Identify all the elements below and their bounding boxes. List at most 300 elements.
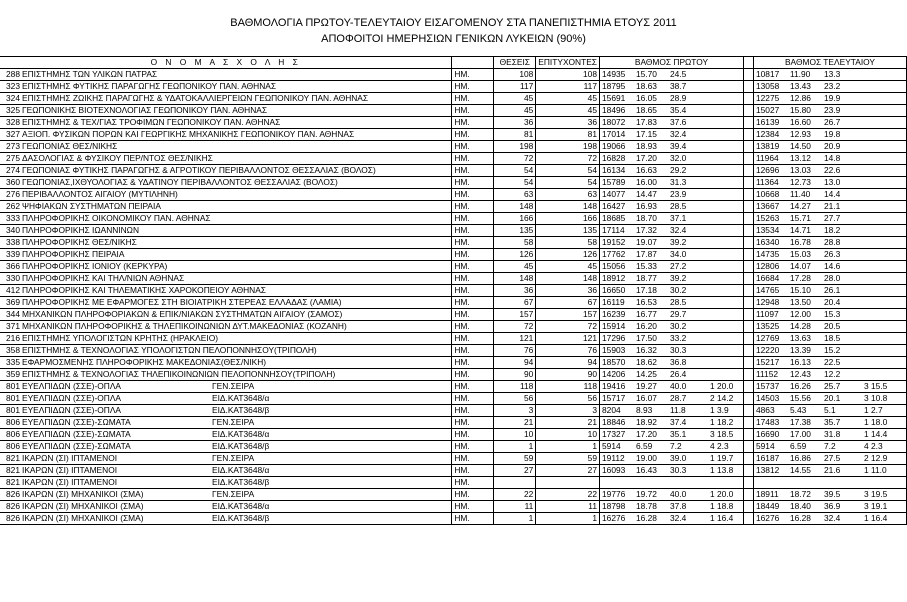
table-row bbox=[0, 237, 907, 249]
last-points: 12275 bbox=[755, 93, 780, 103]
seats-cell: 56 bbox=[494, 393, 536, 405]
school-name: ΕΠΙΣΤΗΜΗΣ ΤΩΝ ΥΛΙΚΩΝ ΠΑΤΡΑΣ bbox=[22, 69, 158, 79]
last-extra: 1 2.7 bbox=[863, 405, 883, 415]
first-grade: 16.07 bbox=[636, 393, 657, 403]
admission-category: ΕΙΔ.ΚΑΤ3648/β bbox=[212, 405, 270, 415]
header-seats: ΘΕΣΕΙΣ bbox=[494, 57, 536, 69]
last-score-cell bbox=[753, 489, 906, 501]
first-points: 18798 bbox=[602, 501, 626, 511]
first-grade: 16.77 bbox=[636, 309, 657, 319]
last-score-cell bbox=[753, 309, 906, 321]
first-weighted: 37.4 bbox=[670, 417, 687, 427]
last-grade: 12.86 bbox=[789, 93, 811, 103]
seats-cell: 11 bbox=[494, 501, 536, 513]
last-weighted: 5.1 bbox=[823, 405, 836, 415]
first-grade: 16.05 bbox=[636, 93, 657, 103]
results-table bbox=[0, 56, 907, 525]
program-type: ΗΜ. bbox=[452, 465, 494, 477]
last-grade: 18.72 bbox=[789, 489, 811, 499]
last-score-cell bbox=[753, 93, 906, 105]
first-score-cell bbox=[600, 69, 744, 81]
first-points: 19416 bbox=[602, 381, 626, 391]
school-cell bbox=[0, 105, 452, 117]
school-cell bbox=[0, 285, 452, 297]
seats-cell: 72 bbox=[494, 153, 536, 165]
first-score-cell bbox=[600, 153, 744, 165]
first-extra: 1 18.8 bbox=[710, 501, 734, 511]
last-grade: 15.10 bbox=[789, 285, 811, 295]
last-grade: 5.43 bbox=[789, 405, 807, 415]
last-score-cell bbox=[753, 249, 906, 261]
last-score-cell bbox=[753, 441, 906, 453]
last-grade: 14.28 bbox=[789, 321, 811, 331]
school-code: 826 bbox=[6, 513, 20, 523]
school-cell bbox=[0, 165, 452, 177]
first-grade: 16.32 bbox=[636, 345, 657, 355]
header-blank bbox=[452, 57, 494, 69]
school-name: ΙΚΑΡΩΝ (ΣΙ) ΜΗΧΑΝΙΚΟΙ (ΣΜΑ) bbox=[22, 501, 144, 511]
school-code: 335 bbox=[6, 357, 20, 367]
first-points: 15717 bbox=[602, 393, 626, 403]
school-name: ΕΠΙΣΤΗΜΗΣ & ΤΕΧ/ΓΙΑΣ ΤΡΟΦΙΜΩΝ ΓΕΩΠΟΝΙΚΟΥ ΠΑΝ. ΑΘΗΝΑΣ bbox=[22, 117, 281, 127]
first-score-cell bbox=[600, 417, 744, 429]
first-weighted: 39.2 bbox=[670, 273, 687, 283]
first-weighted: 29.7 bbox=[670, 309, 687, 319]
last-score-cell bbox=[753, 501, 906, 513]
school-name: ΙΚΑΡΩΝ (ΣΙ) ΙΠΤΑΜΕΝΟΙ bbox=[22, 465, 118, 475]
last-points: 13812 bbox=[755, 465, 780, 475]
program-type: ΗΜ. bbox=[452, 273, 494, 285]
seats-cell: 45 bbox=[494, 105, 536, 117]
last-grade: 11.90 bbox=[789, 69, 811, 79]
last-weighted: 18.5 bbox=[823, 333, 841, 343]
admitted-cell: 45 bbox=[536, 105, 600, 117]
gap-cell bbox=[743, 513, 753, 525]
first-points: 16650 bbox=[602, 285, 626, 295]
school-code: 358 bbox=[6, 345, 20, 355]
school-code: 323 bbox=[6, 81, 20, 91]
table-row bbox=[0, 273, 907, 285]
seats-cell: 94 bbox=[494, 357, 536, 369]
admitted-cell: 21 bbox=[536, 417, 600, 429]
gap-cell bbox=[743, 453, 753, 465]
table-row bbox=[0, 417, 907, 429]
first-points: 19112 bbox=[602, 453, 625, 463]
last-grade: 17.00 bbox=[789, 429, 811, 439]
first-grade: 16.43 bbox=[636, 465, 657, 475]
program-type: ΗΜ. bbox=[452, 489, 494, 501]
school-code: 325 bbox=[6, 105, 20, 115]
first-grade: 18.93 bbox=[636, 141, 657, 151]
program-type: ΗΜ. bbox=[452, 309, 494, 321]
gap-cell bbox=[743, 249, 753, 261]
header-school: Ο Ν Ο Μ Α Σ Χ Ο Λ Η Σ bbox=[0, 57, 452, 69]
first-extra: 1 18.2 bbox=[710, 417, 734, 427]
last-score-cell bbox=[753, 69, 906, 81]
school-name: ΕΠΙΣΤΗΜΗΣ ΖΩΙΚΗΣ ΠΑΡΑΓΩΓΗΣ & ΥΔΑΤΟΚΑΛΛΙΕΡΓΕΙΩΝ ΓΕΩΠΟΝΙΚΟΥ ΠΑΝ. ΑΘΗΝΑΣ bbox=[22, 93, 369, 103]
first-points: 18685 bbox=[602, 213, 626, 223]
program-type: ΗΜ. bbox=[452, 297, 494, 309]
program-type: ΗΜ. bbox=[452, 249, 494, 261]
last-weighted: 22.5 bbox=[823, 357, 841, 367]
table-row bbox=[0, 69, 907, 81]
last-points: 18449 bbox=[755, 501, 780, 511]
gap-cell bbox=[743, 417, 753, 429]
school-code: 344 bbox=[6, 309, 20, 319]
last-grade: 14.07 bbox=[789, 261, 811, 271]
first-points: 16239 bbox=[602, 309, 626, 319]
admitted-cell: 157 bbox=[536, 309, 600, 321]
first-points: 17296 bbox=[602, 333, 626, 343]
last-points: 13667 bbox=[755, 201, 780, 211]
last-grade: 13.12 bbox=[789, 153, 811, 163]
seats-cell: 21 bbox=[494, 417, 536, 429]
last-grade: 11.40 bbox=[789, 189, 811, 199]
last-weighted: 21.6 bbox=[823, 465, 841, 475]
seats-cell: 148 bbox=[494, 201, 536, 213]
school-name: ΕΥΕΛΠΙΔΩΝ (ΣΣΕ)-ΣΩΜΑΤΑ bbox=[22, 441, 131, 451]
program-type: ΗΜ. bbox=[452, 333, 494, 345]
first-score-cell bbox=[600, 441, 744, 453]
first-points: 18912 bbox=[602, 273, 626, 283]
admitted-cell: 166 bbox=[536, 213, 600, 225]
program-type: ΗΜ. bbox=[452, 81, 494, 93]
table-row bbox=[0, 357, 907, 369]
first-weighted: 32.4 bbox=[670, 129, 687, 139]
gap-cell bbox=[743, 261, 753, 273]
last-points: 14765 bbox=[755, 285, 780, 295]
school-code: 801 bbox=[6, 393, 20, 403]
admitted-cell: 90 bbox=[536, 369, 600, 381]
program-type: ΗΜ. bbox=[452, 225, 494, 237]
last-grade: 14.55 bbox=[789, 465, 811, 475]
first-grade: 19.00 bbox=[636, 453, 657, 463]
first-points: 14206 bbox=[602, 369, 626, 379]
school-cell bbox=[0, 393, 452, 405]
last-weighted: 20.5 bbox=[823, 321, 841, 331]
admitted-cell: 198 bbox=[536, 141, 600, 153]
program-type: ΗΜ. bbox=[452, 321, 494, 333]
gap-cell bbox=[743, 213, 753, 225]
last-score-cell bbox=[753, 333, 906, 345]
first-score-cell bbox=[600, 177, 744, 189]
admitted-cell: 11 bbox=[536, 501, 600, 513]
last-weighted: 36.9 bbox=[823, 501, 841, 511]
table-row bbox=[0, 429, 907, 441]
last-points: 11097 bbox=[755, 309, 779, 319]
first-extra: 3 18.5 bbox=[710, 429, 734, 439]
table-row bbox=[0, 93, 907, 105]
first-weighted: 35.1 bbox=[670, 429, 687, 439]
last-grade: 13.50 bbox=[789, 297, 811, 307]
seats-cell: 36 bbox=[494, 117, 536, 129]
school-cell bbox=[0, 345, 452, 357]
last-weighted: 26.3 bbox=[823, 249, 841, 259]
last-score-cell bbox=[753, 225, 906, 237]
first-grade: 17.18 bbox=[636, 285, 657, 295]
gap-cell bbox=[743, 393, 753, 405]
admitted-cell: 148 bbox=[536, 201, 600, 213]
first-weighted: 28.7 bbox=[670, 393, 687, 403]
first-score-cell bbox=[600, 513, 744, 525]
last-points: 17483 bbox=[755, 417, 780, 427]
school-cell bbox=[0, 453, 452, 465]
gap-cell bbox=[743, 333, 753, 345]
first-grade: 17.50 bbox=[636, 333, 657, 343]
seats-cell: 81 bbox=[494, 129, 536, 141]
last-score-cell bbox=[753, 453, 906, 465]
program-type: ΗΜ. bbox=[452, 129, 494, 141]
admission-category: ΕΙΔ.ΚΑΤ3648/β bbox=[212, 513, 270, 523]
last-grade: 13.63 bbox=[789, 333, 811, 343]
first-weighted: 28.9 bbox=[670, 93, 687, 103]
admission-category: ΓΕΝ.ΣΕΙΡΑ bbox=[212, 381, 255, 391]
school-name: ΕΠΙΣΤΗΜΗΣ & ΤΕΧΝΟΛΟΓΙΑΣ ΤΗΛΕΠΙΚΟΙΝΩΝΙΩΝ ΠΕΛΟΠΟΝΝΗΣΟΥ(ΤΡΙΠΟΛΗ) bbox=[22, 369, 336, 379]
gap-cell bbox=[743, 177, 753, 189]
school-name: ΠΛΗΡΟΦΟΡΙΚΗΣ ΟΙΚΟΝΟΜΙΚΟΥ ΠΑΝ. ΑΘΗΝΑΣ bbox=[22, 213, 211, 223]
program-type: ΗΜ. bbox=[452, 501, 494, 513]
last-points: 15737 bbox=[755, 381, 780, 391]
first-weighted: 40.0 bbox=[670, 381, 687, 391]
last-score-cell bbox=[753, 141, 906, 153]
table-row bbox=[0, 189, 907, 201]
first-grade: 8.93 bbox=[636, 405, 653, 415]
school-name: ΙΚΑΡΩΝ (ΣΙ) ΙΠΤΑΜΕΝΟΙ bbox=[22, 477, 118, 487]
school-code: 274 bbox=[6, 165, 20, 175]
first-points: 18072 bbox=[602, 117, 626, 127]
first-points: 8204 bbox=[602, 405, 621, 415]
first-points: 19152 bbox=[602, 237, 626, 247]
last-points: 11964 bbox=[755, 153, 779, 163]
last-points: 13525 bbox=[755, 321, 780, 331]
school-name: ΕΠΙΣΤΗΜΗΣ ΦΥΤΙΚΗΣ ΠΑΡΑΓΩΓΗΣ ΓΕΩΠΟΝΙΚΟΥ ΠΑΝ. ΑΘΗΝΑΣ bbox=[22, 81, 277, 91]
last-extra: 1 18.0 bbox=[863, 417, 888, 427]
last-weighted: 27.7 bbox=[823, 213, 841, 223]
school-cell bbox=[0, 429, 452, 441]
first-score-cell bbox=[600, 381, 744, 393]
first-score-cell bbox=[600, 453, 744, 465]
first-points: 15789 bbox=[602, 177, 626, 187]
admitted-cell: 72 bbox=[536, 153, 600, 165]
last-grade: 15.03 bbox=[789, 249, 811, 259]
last-weighted: 32.4 bbox=[823, 513, 841, 523]
admitted-cell bbox=[536, 477, 600, 489]
seats-cell: 108 bbox=[494, 69, 536, 81]
table-row bbox=[0, 141, 907, 153]
seats-cell: 121 bbox=[494, 333, 536, 345]
last-points: 16276 bbox=[755, 513, 780, 523]
header-first: ΒΑΘΜΟΣ ΠΡΩΤΟΥ bbox=[600, 57, 744, 69]
table-row bbox=[0, 393, 907, 405]
first-score-cell bbox=[600, 477, 744, 489]
first-score-cell bbox=[600, 405, 744, 417]
first-extra: 1 16.4 bbox=[710, 513, 734, 523]
last-weighted: 23.9 bbox=[823, 105, 841, 115]
school-cell bbox=[0, 225, 452, 237]
first-grade: 18.77 bbox=[636, 273, 657, 283]
first-score-cell bbox=[600, 129, 744, 141]
seats-cell: 76 bbox=[494, 345, 536, 357]
school-name: ΠΛΗΡΟΦΟΡΙΚΗΣ ΘΕΣ/ΝΙΚΗΣ bbox=[22, 237, 137, 247]
last-grade: 12.73 bbox=[789, 177, 811, 187]
school-code: 821 bbox=[6, 465, 20, 475]
last-extra: 4 2.3 bbox=[863, 441, 883, 451]
school-cell bbox=[0, 477, 452, 489]
last-score-cell bbox=[753, 117, 906, 129]
first-score-cell bbox=[600, 297, 744, 309]
last-grade: 12.43 bbox=[789, 369, 811, 379]
gap-cell bbox=[743, 345, 753, 357]
first-weighted: 35.4 bbox=[670, 105, 687, 115]
school-code: 216 bbox=[6, 333, 20, 343]
gap-cell bbox=[743, 201, 753, 213]
program-type: ΗΜ. bbox=[452, 141, 494, 153]
last-weighted: 12.2 bbox=[823, 369, 841, 379]
gap-cell bbox=[743, 141, 753, 153]
table-row bbox=[0, 333, 907, 345]
page-subtitle: ΑΠΟΦΟΙΤΟΙ ΗΜΕΡΗΣΙΩΝ ΓΕΝΙΚΩΝ ΛΥΚΕΙΩΝ (90%) bbox=[321, 33, 586, 45]
table-row bbox=[0, 369, 907, 381]
table-row bbox=[0, 453, 907, 465]
school-name: ΠΛΗΡΟΦΟΡΙΚΗΣ ΠΕΙΡΑΙΑ bbox=[22, 249, 125, 259]
school-name: ΜΗΧΑΝΙΚΩΝ ΠΛΗΡΟΦΟΡΙΚΗΣ & ΤΗΛΕΠΙΚΟΙΝΩΝΙΩΝ ΔΥΤ.ΜΑΚΕΔΟΝΙΑΣ (ΚΟΖΑΝΗ) bbox=[22, 321, 347, 331]
gap-cell bbox=[743, 165, 753, 177]
first-grade: 19.72 bbox=[636, 489, 657, 499]
last-score-cell bbox=[753, 393, 906, 405]
last-grade: 16.26 bbox=[789, 381, 811, 391]
program-type: ΗΜ. bbox=[452, 105, 494, 117]
first-score-cell bbox=[600, 369, 744, 381]
program-type: ΗΜ. bbox=[452, 417, 494, 429]
seats-cell: 135 bbox=[494, 225, 536, 237]
last-grade: 16.86 bbox=[789, 453, 811, 463]
first-score-cell bbox=[600, 357, 744, 369]
school-name: ΕΦΑΡΜΟΣΜΕΝΗΣ ΠΛΗΡΟΦΟΡΙΚΗΣ ΜΑΚΕΔΟΝΙΑΣ(ΘΕΣ/ΝΙΚΗ) bbox=[22, 357, 267, 367]
first-points: 17327 bbox=[602, 429, 626, 439]
table-row bbox=[0, 501, 907, 513]
last-points: 18911 bbox=[755, 489, 779, 499]
school-cell bbox=[0, 201, 452, 213]
admitted-cell: 118 bbox=[536, 381, 600, 393]
first-score-cell bbox=[600, 429, 744, 441]
table-row bbox=[0, 489, 907, 501]
first-points: 5914 bbox=[602, 441, 621, 451]
first-points: 18496 bbox=[602, 105, 626, 115]
first-weighted: 32.4 bbox=[670, 225, 687, 235]
school-cell bbox=[0, 177, 452, 189]
first-score-cell bbox=[600, 309, 744, 321]
header-gap bbox=[743, 57, 753, 69]
first-weighted: 37.8 bbox=[670, 501, 687, 511]
first-weighted: 29.2 bbox=[670, 165, 687, 175]
last-score-cell bbox=[753, 201, 906, 213]
school-name: ΓΕΩΠΟΝΙΑΣ,ΙΧΘΥΟΛΟΓΙΑΣ & ΥΔΑΤΙΝΟΥ ΠΕΡΙΒΑΛΛΟΝΤΟΣ ΘΕΣΣΑΛΙΑΣ (ΒΟΛΟΣ) bbox=[22, 177, 338, 187]
school-cell bbox=[0, 309, 452, 321]
admitted-cell: 54 bbox=[536, 177, 600, 189]
admitted-cell: 72 bbox=[536, 321, 600, 333]
table-row bbox=[0, 405, 907, 417]
gap-cell bbox=[743, 357, 753, 369]
admission-category: ΓΕΝ.ΣΕΙΡΑ bbox=[212, 489, 255, 499]
admission-category: ΕΙΔ.ΚΑΤ3648/α bbox=[212, 393, 270, 403]
last-points: 5914 bbox=[755, 441, 775, 451]
last-weighted: 26.7 bbox=[823, 117, 841, 127]
last-points: 12769 bbox=[755, 333, 780, 343]
first-extra: 1 13.8 bbox=[710, 465, 734, 475]
school-code: 328 bbox=[6, 117, 20, 127]
school-code: 366 bbox=[6, 261, 20, 271]
last-grade: 13.43 bbox=[789, 81, 811, 91]
first-grade: 15.33 bbox=[636, 261, 657, 271]
first-points: 15691 bbox=[602, 93, 626, 103]
first-weighted: 7.2 bbox=[670, 441, 682, 451]
first-score-cell bbox=[600, 189, 744, 201]
first-weighted: 26.4 bbox=[670, 369, 687, 379]
first-weighted: 28.5 bbox=[670, 201, 687, 211]
last-grade: 18.40 bbox=[789, 501, 811, 511]
school-name: ΔΑΣΟΛΟΓΙΑΣ & ΦΥΣΙΚΟΥ ΠΕΡ/ΝΤΟΣ ΘΕΣ/ΝΙΚΗΣ bbox=[22, 153, 213, 163]
school-code: 360 bbox=[6, 177, 20, 187]
last-score-cell bbox=[753, 213, 906, 225]
last-score-cell bbox=[753, 237, 906, 249]
admitted-cell: 10 bbox=[536, 429, 600, 441]
admitted-cell: 3 bbox=[536, 405, 600, 417]
last-score-cell bbox=[753, 105, 906, 117]
first-weighted: 30.3 bbox=[670, 465, 687, 475]
table-row bbox=[0, 225, 907, 237]
school-name: ΠΛΗΡΟΦΟΡΙΚΗΣ ΚΑΙ ΤΗΛ/ΝΙΩΝ ΑΘΗΝΑΣ bbox=[22, 273, 185, 283]
seats-cell: 67 bbox=[494, 297, 536, 309]
table-row bbox=[0, 129, 907, 141]
table-row bbox=[0, 249, 907, 261]
last-score-cell bbox=[753, 417, 906, 429]
last-points: 16684 bbox=[755, 273, 780, 283]
first-grade: 16.20 bbox=[636, 321, 657, 331]
admitted-cell: 54 bbox=[536, 165, 600, 177]
gap-cell bbox=[743, 129, 753, 141]
last-score-cell bbox=[753, 429, 906, 441]
last-weighted: 20.4 bbox=[823, 297, 841, 307]
seats-cell: 3 bbox=[494, 405, 536, 417]
first-grade: 16.28 bbox=[636, 513, 657, 523]
last-grade: 16.78 bbox=[789, 237, 811, 247]
last-weighted: 39.5 bbox=[823, 489, 841, 499]
last-points: 4863 bbox=[755, 405, 775, 415]
gap-cell bbox=[743, 405, 753, 417]
program-type: ΗΜ. bbox=[452, 345, 494, 357]
school-cell bbox=[0, 141, 452, 153]
header-last: ΒΑΘΜΟΣ ΤΕΛΕΥΤΑΙΟΥ bbox=[753, 57, 906, 69]
first-score-cell bbox=[600, 333, 744, 345]
school-code: 801 bbox=[6, 381, 20, 391]
school-name: ΕΠΙΣΤΗΜΗΣ & ΤΕΧΝΟΛΟΓΙΑΣ ΥΠΟΛΟΓΙΣΤΩΝ ΠΕΛΟΠΟΝΝΗΣΟΥ(ΤΡΙΠΟΛΗ) bbox=[22, 345, 317, 355]
seats-cell: 72 bbox=[494, 321, 536, 333]
admitted-cell: 1 bbox=[536, 513, 600, 525]
admitted-cell: 126 bbox=[536, 249, 600, 261]
seats-cell: 148 bbox=[494, 273, 536, 285]
last-weighted: 13.3 bbox=[823, 69, 841, 79]
seats-cell bbox=[494, 477, 536, 489]
first-extra: 1 3.9 bbox=[710, 405, 729, 415]
school-cell bbox=[0, 381, 452, 393]
last-extra: 1 11.0 bbox=[863, 465, 887, 475]
gap-cell bbox=[743, 225, 753, 237]
last-grade: 14.50 bbox=[789, 141, 811, 151]
school-code: 333 bbox=[6, 213, 20, 223]
first-points: 16427 bbox=[602, 201, 626, 211]
school-code: 340 bbox=[6, 225, 20, 235]
seats-cell: 1 bbox=[494, 513, 536, 525]
